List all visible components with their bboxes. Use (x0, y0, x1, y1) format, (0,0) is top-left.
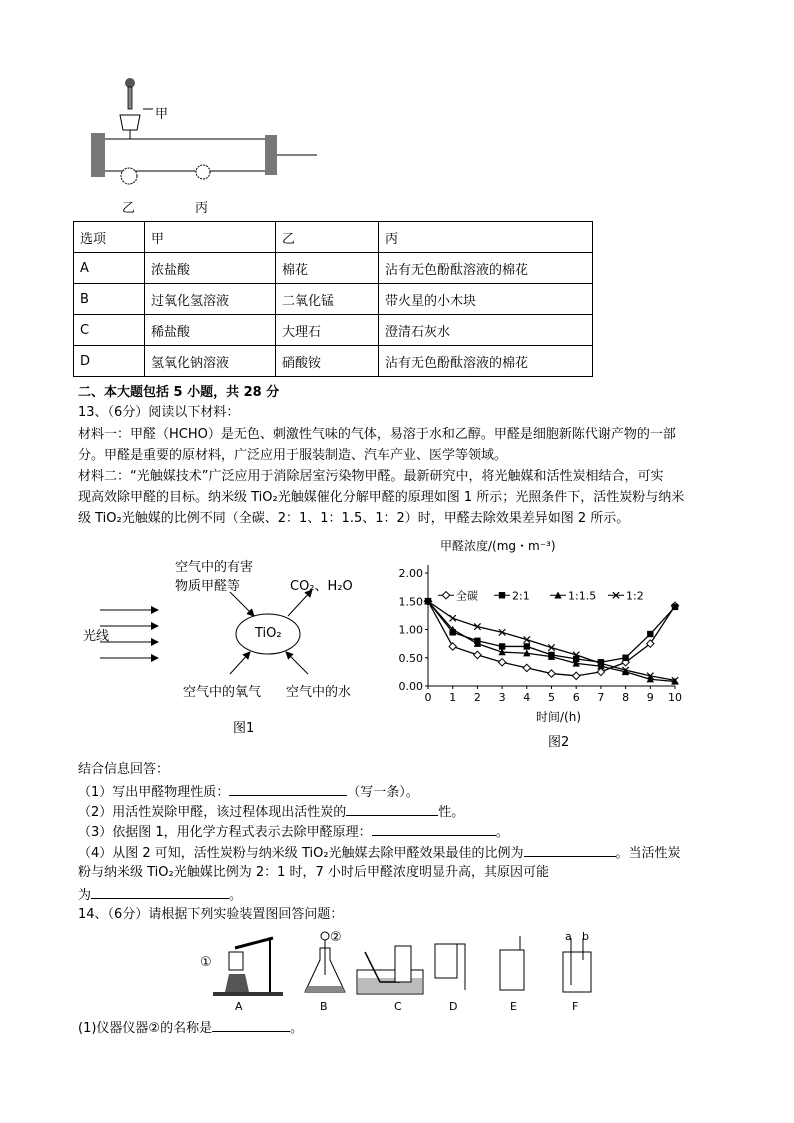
data-point (474, 651, 481, 658)
q13-3-text: （3）依据图 1，用化学方程式表示去除甲醛原理： (78, 825, 372, 840)
material2-line2: 现高效除甲醛的目标。纳米级 TiO₂光触媒催化分解甲醛的原理如图 1 所示；光照条件下，活性炭粉与纳米 (78, 490, 685, 505)
data-point (524, 643, 530, 649)
data-point (498, 659, 505, 666)
data-point (573, 672, 580, 679)
series-line-3 (428, 601, 675, 680)
chart-ylabel: 甲醛浓度/(mg・m⁻³) (440, 539, 556, 553)
q14-port-a: a (565, 930, 572, 943)
q14-apparatus (195, 930, 615, 1000)
label-bing: 丙 (195, 201, 209, 216)
fig1-harmful-label-2: 物质甲醛等 (175, 579, 241, 594)
x-tick-label: 7 (597, 691, 605, 704)
x-tick-label: 2 (473, 691, 481, 704)
x-tick-label: 1 (449, 691, 457, 704)
answer-blank[interactable] (524, 842, 616, 857)
q14-label-e: E (510, 1000, 517, 1013)
table-cell: D (74, 346, 145, 377)
header-cell: 丙 (379, 222, 593, 253)
legend-label: 1:2 (626, 589, 644, 603)
series-line-0 (428, 601, 675, 676)
data-point (450, 615, 456, 621)
data-point (523, 664, 530, 671)
q13-1-tail: （写一条）。 (347, 785, 419, 800)
table-row (74, 284, 593, 315)
table-cell: 大理石 (276, 315, 379, 346)
q13-4-line3-tail: 。 (229, 888, 243, 903)
legend-label: 1:1.5 (568, 589, 597, 603)
table-cell: 沾有无色酚酞溶液的棉花 (379, 346, 593, 377)
material2-line1: 材料二：“光触媒技术”广泛应用于消除居室污染物甲醛。最新研究中，将光触媒和活性炭相结合，可实 (78, 469, 664, 484)
section-title: 二、本大题包括 5 小题，共 28 分 (78, 385, 280, 400)
legend-marker (442, 592, 449, 599)
q13-4-line1 (78, 842, 718, 864)
fig1-products-label: CO₂、H₂O (290, 579, 353, 594)
label-yi: 乙 (122, 201, 136, 216)
chart-xlabel: 时间/(h) (536, 710, 582, 724)
table-cell: A (74, 253, 145, 284)
material1-line2: 分。甲醛是重要的原材料，广泛应用于服装制造、汽车产业、医学等领域。 (78, 448, 508, 463)
apparatus-diagram (85, 75, 335, 215)
x-tick-label: 0 (424, 691, 432, 704)
data-point (622, 655, 628, 661)
fig1-harmful-label-1: 空气中的有害 (175, 560, 254, 575)
material1-line1: 材料一：甲醛（HCHO）是无色、刺激性气味的气体，易溶于水和乙醇。甲醛是细胞新陈代谢产物的一部 (78, 427, 676, 442)
x-tick-label: 4 (523, 691, 531, 704)
q14-mark2: ② (330, 930, 342, 945)
x-tick-label: 9 (646, 691, 654, 704)
legend-label: 2:1 (512, 589, 530, 603)
table-cell: 沾有无色酚酞溶液的棉花 (379, 253, 593, 284)
y-tick-label: 0.00 (398, 680, 423, 693)
y-tick-label: 1.00 (398, 623, 423, 637)
fig2-caption: 图2 (548, 735, 570, 750)
fig1-oxygen-label: 空气中的氧气 (183, 685, 262, 700)
table-cell: 棉花 (276, 253, 379, 284)
answer-blank[interactable] (212, 1017, 290, 1032)
q13-4-text: （4）从图 2 可知，活性炭粉与纳米级 TiO₂光触媒去除甲醛效果最佳的比例为 (78, 846, 524, 861)
fig1-caption: 图1 (233, 721, 255, 736)
answer-blank[interactable] (346, 801, 438, 816)
q13-3 (78, 821, 718, 843)
table-cell: 氢氧化钠溶液 (145, 346, 276, 377)
q14-mark1: ① (200, 955, 212, 970)
data-point (449, 643, 456, 650)
y-tick-label: 0.50 (398, 651, 423, 665)
options-table (73, 221, 593, 377)
q14-stem: 14、（6分）请根据下列实验装置图回答问题： (78, 907, 344, 922)
data-point (548, 670, 555, 677)
answer-intro: 结合信息回答： (78, 762, 170, 777)
answer-blank[interactable] (229, 781, 347, 796)
legend-marker (499, 592, 505, 598)
fig1-light-label: 光线 (83, 629, 110, 644)
table-cell: 浓盐酸 (145, 253, 276, 284)
table-cell: C (74, 315, 145, 346)
q13-2-tail: 性。 (438, 805, 465, 820)
q14-label-f: F (572, 1000, 579, 1013)
x-tick-label: 8 (622, 691, 630, 704)
q14-label-b: B (320, 1000, 328, 1013)
x-tick-label: 3 (498, 691, 506, 704)
q14-label-c: C (394, 1000, 402, 1013)
table-row (74, 253, 593, 284)
table-cell: 带火星的小木块 (379, 284, 593, 315)
q13-4-tail: 。当活性炭 (615, 846, 681, 861)
table-cell: 硝酸铵 (276, 346, 379, 377)
q13-1-text: （1）写出甲醛物理性质： (78, 785, 230, 800)
q14-port-b: b (582, 930, 589, 943)
table-row (74, 346, 593, 377)
y-tick-label: 1.50 (398, 595, 423, 609)
data-point (672, 604, 678, 610)
x-tick-label: 10 (668, 691, 682, 704)
q13-2 (78, 801, 718, 823)
figure2-chart (390, 555, 700, 730)
legend-label: 全碳 (456, 589, 478, 603)
q13-4-line3-text: 为 (78, 888, 92, 903)
q13-stem: 13、（6分）阅读以下材料： (78, 405, 240, 420)
header-cell: 乙 (276, 222, 379, 253)
q14-1-tail: 。 (290, 1021, 304, 1036)
x-tick-label: 6 (572, 691, 580, 704)
q13-1 (78, 781, 718, 803)
answer-blank[interactable] (91, 884, 229, 899)
data-point (647, 631, 653, 637)
table-cell: 稀盐酸 (145, 315, 276, 346)
x-tick-label: 5 (548, 691, 555, 704)
label-jia: 甲 (155, 107, 169, 122)
q14-label-d: D (449, 1000, 458, 1013)
table-cell: 二氧化锰 (276, 284, 379, 315)
table-cell: B (74, 284, 145, 315)
q13-4-line2: 粉与纳米级 TiO₂光触媒比例为 2：1 时，7 小时后甲醛浓度明显升高，其原因可能 (78, 865, 549, 880)
q13-4-line3 (78, 884, 718, 906)
header-cell: 甲 (145, 222, 276, 253)
table-header-row (74, 222, 593, 253)
table-cell: 澄清石灰水 (379, 315, 593, 346)
material2-line3: 级 TiO₂光触媒的比例不同（全碳、2：1、1：1.5、1：2）时，甲醛去除效果差异如图 2 所示。 (78, 511, 630, 526)
answer-blank[interactable] (372, 821, 496, 836)
fig1-center-label: TiO₂ (255, 626, 282, 641)
table-cell: 过氧化氢溶液 (145, 284, 276, 315)
header-cell: 选项 (74, 222, 145, 253)
fig1-water-label: 空气中的水 (286, 685, 352, 700)
y-tick-label: 2.00 (398, 567, 423, 580)
q13-2-text: （2）用活性炭除甲醛，该过程体现出活性炭的 (78, 805, 347, 820)
table-row (74, 315, 593, 346)
q14-label-a: A (235, 1000, 243, 1013)
q14-1 (78, 1017, 718, 1039)
q13-3-tail: 。 (495, 825, 509, 840)
q14-1-text: (1)仪器仪器②的名称是 (78, 1021, 213, 1036)
